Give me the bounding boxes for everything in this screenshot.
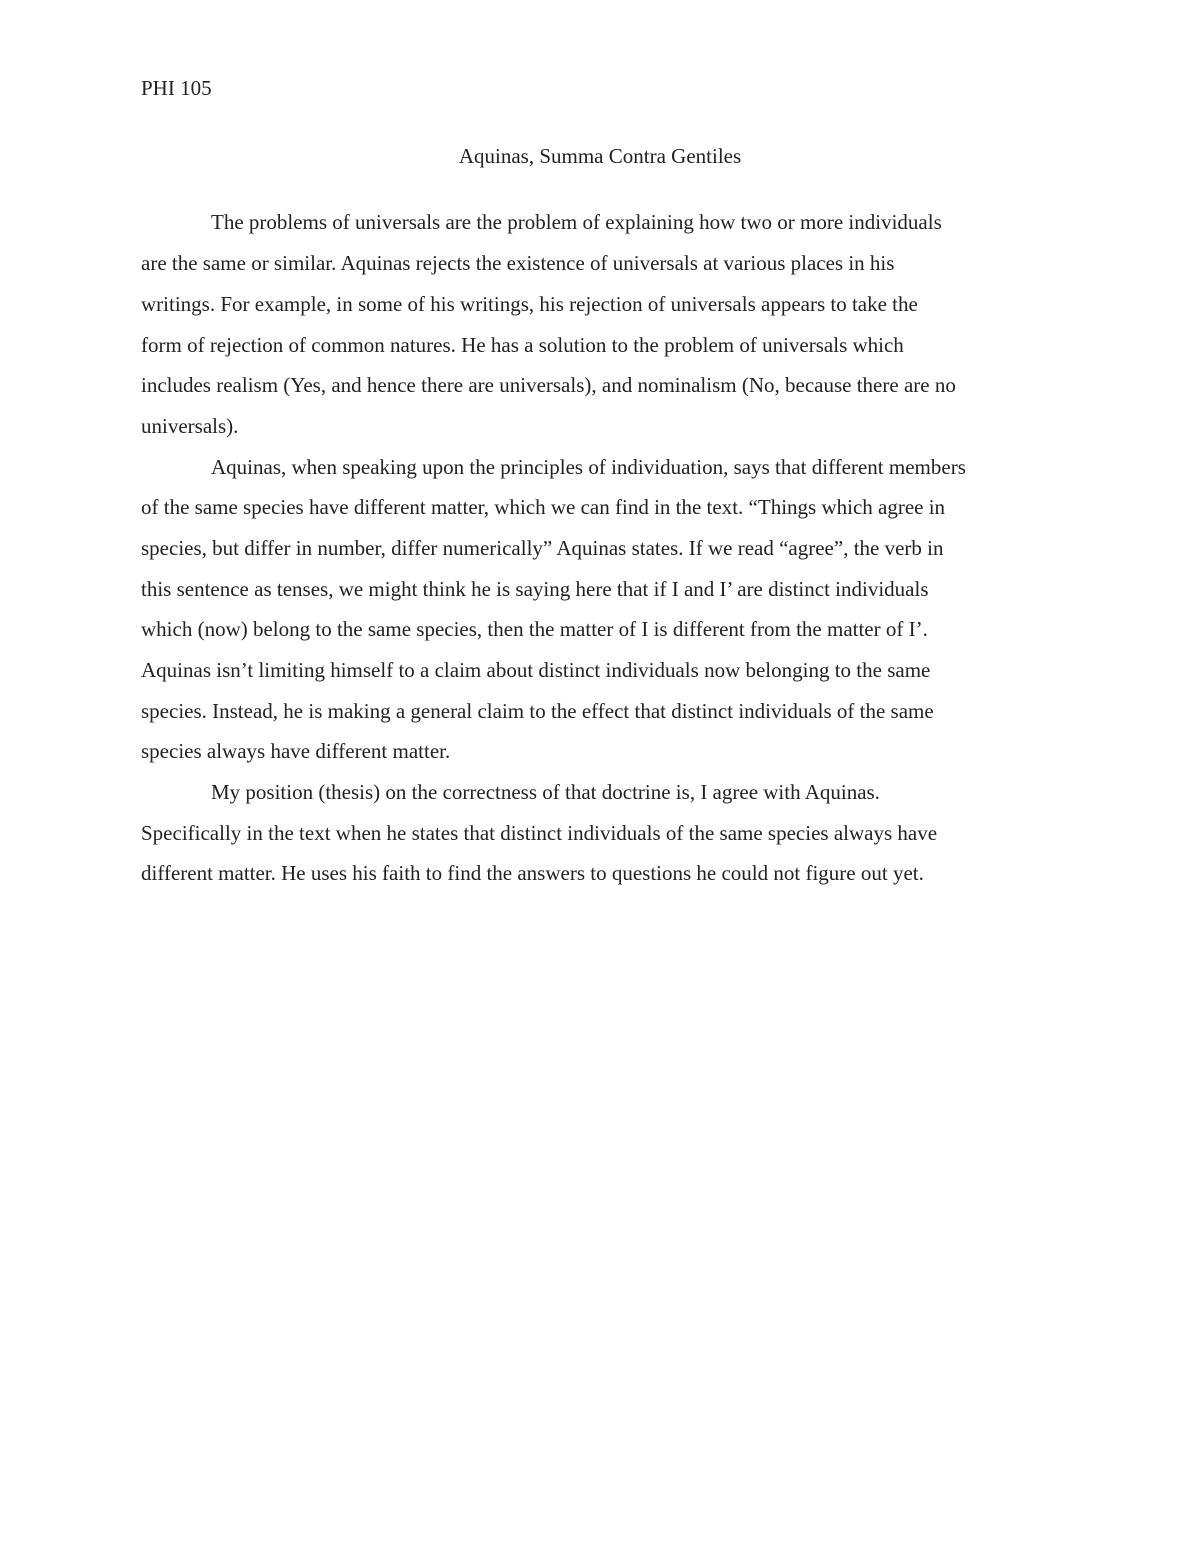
paragraph-2-line-2: of the same species have different matter, which we can find in the text. “Things which agree in (141, 495, 946, 519)
paragraph-1-line-4: form of rejection of common natures. He has a solution to the problem of universals which (141, 333, 904, 357)
paragraph-1-line-1: The problems of universals are the problem of explaining how two or more individuals (211, 210, 942, 234)
paragraph-2-line-8: species always have different matter. (141, 739, 451, 763)
paragraph-3-line-2: Specifically in the text when he states that distinct individuals of the same species always have (141, 821, 938, 845)
course-code: PHI 105 (141, 76, 212, 100)
paragraph-3-line-1: My position (thesis) on the correctness of that doctrine is, I agree with Aquinas. (211, 780, 880, 804)
paragraph-1-line-5: includes realism (Yes, and hence there are universals), and nominalism (No, because there are no (141, 373, 956, 397)
paragraph-2-line-4: this sentence as tenses, we might think he is saying here that if I and I’ are distinct individuals (141, 577, 929, 601)
paragraph-2-line-3: species, but differ in number, differ numerically” Aquinas states. If we read “agree”, the verb in (141, 536, 944, 560)
paragraph-2-line-1: Aquinas, when speaking upon the principles of individuation, says that different members (211, 455, 966, 479)
paragraph-3-line-3: different matter. He uses his faith to find the answers to questions he could not figure out yet. (141, 861, 924, 885)
paragraph-2-line-7: species. Instead, he is making a general claim to the effect that distinct individuals of the same (141, 699, 934, 723)
paragraph-1-line-3: writings. For example, in some of his writings, his rejection of universals appears to take the (141, 292, 918, 316)
paragraph-2-line-5: which (now) belong to the same species, then the matter of I is different from the matter of I’. (141, 617, 928, 641)
paragraph-2-line-6: Aquinas isn’t limiting himself to a claim about distinct individuals now belonging to the same (141, 658, 931, 682)
paragraph-1-line-2: are the same or similar. Aquinas rejects the existence of universals at various places in his (141, 251, 895, 275)
essay-title: Aquinas, Summa Contra Gentiles (458, 144, 742, 168)
paragraph-1-line-6: universals). (141, 414, 239, 438)
